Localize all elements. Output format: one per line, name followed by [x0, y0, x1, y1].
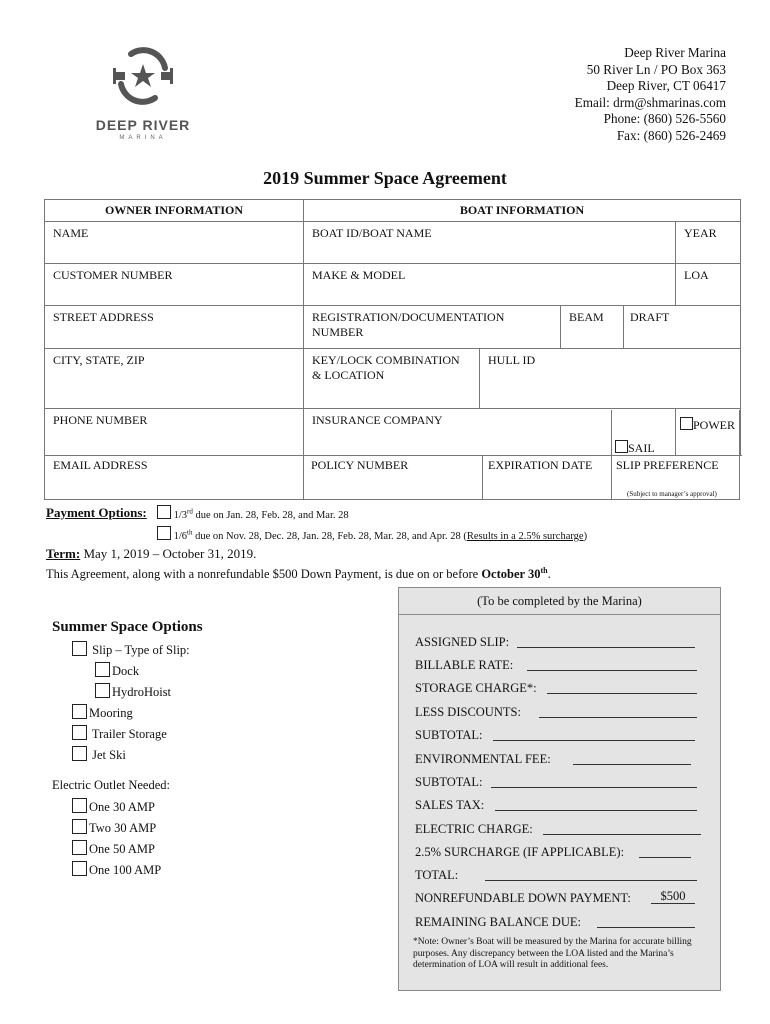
- sales-tax-line[interactable]: [495, 798, 697, 811]
- payment-sixths-checkbox[interactable]: [157, 526, 171, 540]
- name-label: NAME: [53, 226, 89, 240]
- electric-charge-line[interactable]: [543, 822, 701, 835]
- assigned-slip-label: ASSIGNED SLIP:: [415, 635, 510, 649]
- option-one-100-amp[interactable]: One 100 AMP: [72, 861, 161, 878]
- payment-option-thirds[interactable]: 1/3rd due on Jan. 28, Feb. 28, and Mar. 28: [157, 505, 349, 521]
- draft-label: DRAFT: [630, 310, 670, 324]
- boat-id-field[interactable]: [304, 222, 676, 264]
- make-model-label: MAKE & MODEL: [312, 268, 406, 282]
- owner-info-header: OWNER INFORMATION: [45, 200, 304, 222]
- payment-options-label: Payment Options:: [46, 505, 147, 520]
- beam-draft-cell: [561, 306, 741, 349]
- option-trailer-storage[interactable]: Trailer Storage: [72, 725, 167, 742]
- anchor-star-logo-icon: [111, 44, 175, 108]
- jet-ski-checkbox[interactable]: [72, 746, 87, 761]
- address-email: Email: drm@shmarinas.com: [574, 94, 726, 110]
- option-mooring[interactable]: Mooring: [72, 704, 133, 721]
- marina-address: [575, 45, 726, 145]
- dock-checkbox[interactable]: [95, 662, 110, 677]
- insurance-label: INSURANCE COMPANY: [312, 413, 443, 427]
- assigned-slip-line[interactable]: [517, 635, 695, 648]
- electric-outlet-title: Electric Outlet Needed:: [52, 778, 170, 792]
- slip-preference-label: SLIP PREFERENCE: [616, 458, 719, 472]
- total-line[interactable]: [485, 868, 697, 881]
- beam-field[interactable]: [561, 306, 624, 348]
- page-title: 2019 Summer Space Agreement: [263, 168, 507, 188]
- loa-measurement-note: *Note: Owner’s Boat will be measured by the Marina for accurate billing purposes. Any discrepancy between the LOA listed and the Marina’s determination of LOA will result in additional fees.: [413, 937, 692, 970]
- slip-preference-field[interactable]: [616, 458, 719, 473]
- surcharge-line[interactable]: [639, 845, 691, 858]
- subtotal-label: SUBTOTAL:: [415, 728, 483, 742]
- address-line: Deep River, CT 06417: [606, 78, 726, 94]
- option-one-30-amp[interactable]: One 30 AMP: [72, 798, 155, 815]
- email-field[interactable]: [53, 458, 148, 473]
- remaining-balance-label: REMAINING BALANCE DUE:: [415, 915, 581, 929]
- slip-checkbox[interactable]: [72, 641, 87, 656]
- phone-label: PHONE NUMBER: [53, 413, 148, 427]
- customer-number-field[interactable]: [45, 264, 304, 306]
- summer-space-options-title: Summer Space Options: [52, 619, 203, 635]
- payment-thirds-checkbox[interactable]: [157, 505, 171, 519]
- mooring-checkbox[interactable]: [72, 704, 87, 719]
- boat-id-label: BOAT ID/BOAT NAME: [312, 226, 432, 240]
- city-state-zip-field[interactable]: [45, 349, 304, 409]
- policy-field[interactable]: [311, 458, 408, 473]
- hull-id-label: HULL ID: [488, 353, 536, 367]
- term: Term: May 1, 2019 – October 31, 2019.: [46, 546, 257, 561]
- billable-rate-line[interactable]: [527, 658, 697, 671]
- environmental-fee-line[interactable]: [573, 752, 691, 765]
- city-state-zip-label: CITY, STATE, ZIP: [53, 353, 145, 367]
- loa-label: LOA: [684, 268, 709, 282]
- subtotal-line[interactable]: [493, 728, 695, 741]
- beam-label: BEAM: [569, 310, 604, 324]
- marina-box-header: (To be completed by the Marina): [399, 588, 720, 615]
- address-line: Deep River Marina: [624, 45, 726, 60]
- expiration-field[interactable]: [488, 458, 592, 473]
- hull-id-field[interactable]: [480, 349, 741, 409]
- less-discounts-line[interactable]: [539, 705, 697, 718]
- storage-charge-label: STORAGE CHARGE*:: [415, 681, 537, 695]
- address-line: 50 River Ln / PO Box 363: [586, 61, 726, 77]
- street-address-label: STREET ADDRESS: [53, 310, 154, 324]
- registration-label: REGISTRATION/DOCUMENTATION NUMBER: [312, 310, 505, 339]
- customer-number-label: CUSTOMER NUMBER: [53, 268, 173, 282]
- option-jet-ski[interactable]: Jet Ski: [72, 746, 126, 763]
- sail-checkbox[interactable]: [615, 440, 628, 453]
- name-field[interactable]: [45, 222, 304, 264]
- subtotal-2-line[interactable]: [491, 775, 697, 788]
- key-lock-field[interactable]: [304, 349, 480, 409]
- make-model-field[interactable]: [304, 264, 676, 306]
- loa-field[interactable]: [676, 264, 741, 306]
- boat-info-header: BOAT INFORMATION: [304, 200, 741, 222]
- subtotal-2-label: SUBTOTAL:: [415, 775, 483, 789]
- one-50-amp-checkbox[interactable]: [72, 840, 87, 855]
- option-slip[interactable]: Slip – Type of Slip:: [72, 641, 190, 658]
- logo-subtitle: MARINA: [119, 135, 167, 141]
- option-hydrohoist[interactable]: HydroHoist: [95, 683, 171, 700]
- option-two-30-amp[interactable]: Two 30 AMP: [72, 819, 156, 836]
- agreement-statement: This Agreement, along with a nonrefundable $500 Down Payment, is due on or before October 30th.: [46, 566, 551, 582]
- marina-use-box: [398, 587, 721, 991]
- sales-tax-label: SALES TAX:: [415, 798, 485, 812]
- remaining-balance-line[interactable]: [597, 915, 695, 928]
- year-label: YEAR: [684, 226, 717, 240]
- address-phone: Phone: (860) 526-5560: [603, 111, 726, 127]
- surcharge-label: 2.5% SURCHARGE (IF APPLICABLE):: [415, 845, 625, 859]
- key-lock-label: KEY/LOCK COMBINATION & LOCATION: [312, 353, 460, 382]
- expiration-label: EXPIRATION DATE: [488, 458, 593, 472]
- hydrohoist-checkbox[interactable]: [95, 683, 110, 698]
- policy-label: POLICY NUMBER: [311, 458, 409, 472]
- street-address-field[interactable]: [45, 306, 304, 349]
- option-one-50-amp[interactable]: One 50 AMP: [72, 840, 155, 857]
- table-lower-rows: [44, 410, 740, 500]
- payment-option-sixths[interactable]: 1/6th due on Nov. 28, Dec. 28, Jan. 28, Feb. 28, Mar. 28, and Apr. 28 (Results in a 2.5% surcharge): [157, 526, 587, 542]
- option-dock[interactable]: Dock: [95, 662, 139, 679]
- address-fax: Fax: (860) 526-2469: [616, 127, 726, 143]
- power-label: POWER: [693, 418, 735, 432]
- sail-option[interactable]: [615, 440, 655, 456]
- environmental-fee-label: ENVIRONMENTAL FEE:: [415, 752, 551, 766]
- storage-charge-line[interactable]: [547, 681, 697, 694]
- down-payment-label: NONREFUNDABLE DOWN PAYMENT:: [415, 891, 631, 905]
- less-discounts-label: LESS DISCOUNTS:: [415, 705, 521, 719]
- year-field[interactable]: [676, 222, 741, 264]
- two-30-amp-checkbox[interactable]: [72, 819, 87, 834]
- one-100-amp-checkbox[interactable]: [72, 861, 87, 876]
- trailer-storage-checkbox[interactable]: [72, 725, 87, 740]
- marina-logo: [88, 44, 198, 141]
- email-label: EMAIL ADDRESS: [53, 458, 148, 472]
- registration-field[interactable]: [304, 306, 561, 349]
- draft-field[interactable]: [624, 306, 740, 348]
- sail-label: SAIL: [628, 441, 655, 455]
- down-payment-value: $500: [651, 890, 695, 904]
- slip-preference-note: (Subject to manager’s approval): [627, 490, 717, 498]
- one-30-amp-checkbox[interactable]: [72, 798, 87, 813]
- total-label: TOTAL:: [415, 868, 459, 882]
- billable-rate-label: BILLABLE RATE:: [415, 658, 514, 672]
- logo-name: DEEP RIVER: [95, 117, 191, 133]
- electric-charge-label: ELECTRIC CHARGE:: [415, 822, 533, 836]
